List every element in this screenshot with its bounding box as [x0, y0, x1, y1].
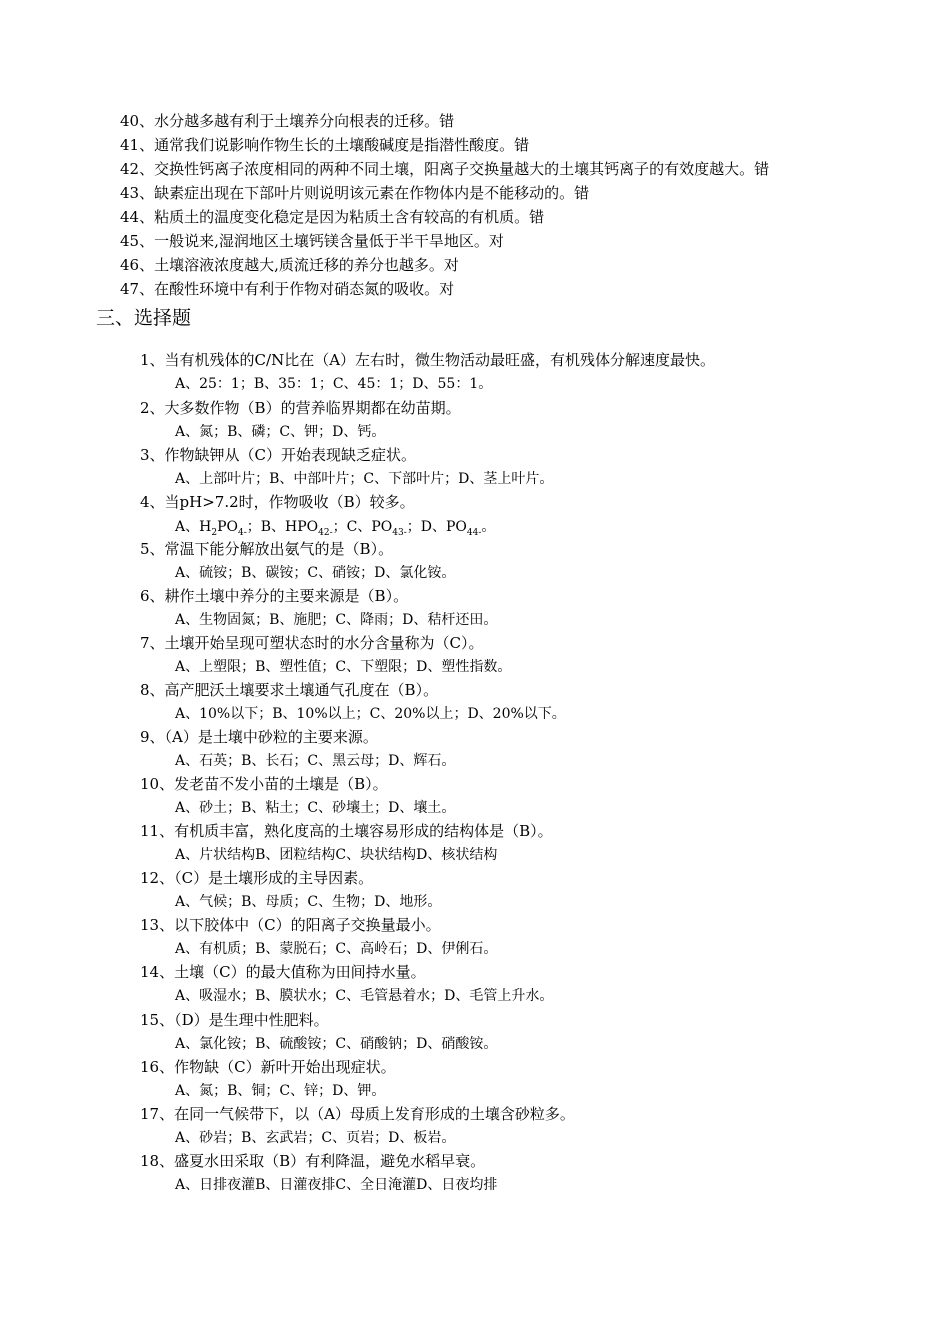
question-options: A、吸湿水；B、膜状水；C、毛管悬着水；D、毛管上升水。	[175, 988, 554, 1004]
true-false-item: 41、通常我们说影响作物生长的土壤酸碱度是指潜性酸度。错	[120, 136, 530, 154]
question-stem: 7、土壤开始呈现可塑状态时的水分含量称为（C）。	[140, 634, 484, 652]
question-options: A、上部叶片；B、中部叶片；C、下部叶片；D、茎上叶片。	[175, 471, 554, 487]
question-stem: 13、以下胶体中（C）的阳离子交换量最小。	[140, 916, 441, 934]
question-stem: 17、在同一气候带下，以（A）母质上发育形成的土壤含砂粒多。	[140, 1105, 575, 1123]
section-title: 三、选择题	[96, 307, 192, 329]
q4-sub: 43-	[392, 527, 407, 538]
question-stem: 16、作物缺（C）新叶开始出现症状。	[140, 1058, 396, 1076]
q4-sub: 4-	[237, 527, 247, 538]
true-false-item: 45、一般说来,湿润地区土壤钙镁含量低于半干旱地区。对	[120, 232, 504, 250]
true-false-item: 40、水分越多越有利于土壤养分向根表的迁移。错	[120, 112, 455, 130]
question-options: A、砂岩；B、玄武岩；C、页岩；D、板岩。	[175, 1130, 456, 1146]
question-options: A、氯化铵；B、硫酸铵；C、硝酸钠；D、硝酸铵。	[175, 1036, 498, 1052]
question-4-options	[175, 517, 495, 543]
question-stem: 10、发老苗不发小苗的土壤是（B）。	[140, 775, 388, 793]
q4-sub: 2	[211, 527, 218, 538]
question-stem: 14、土壤（C）的最大值称为田间持水量。	[140, 963, 426, 981]
question-options: A、片状结构B、团粒结构C、块状结构D、核状结构	[175, 847, 498, 863]
question-options: A、10%以下；B、10%以上；C、20%以上；D、20%以下。	[175, 706, 566, 722]
question-stem: 12、（C）是土壤形成的主导因素。	[140, 869, 374, 887]
q4-sub: 42-	[318, 527, 333, 538]
question-stem: 3、作物缺钾从（C）开始表现缺乏症状。	[140, 446, 417, 464]
question-options: A、砂土；B、粘土；C、砂壤土；D、壤土。	[175, 800, 456, 816]
question-stem: 1、当有机残体的C/N比在（A）左右时，微生物活动最旺盛，有机残体分解速度最快。	[140, 351, 716, 369]
true-false-item: 47、在酸性环境中有利于作物对硝态氮的吸收。对	[120, 280, 455, 298]
question-options: A、氮；B、磷；C、钾；D、钙。	[175, 424, 386, 440]
question-options: A、硫铵；B、碳铵；C、硝铵；D、氯化铵。	[175, 565, 456, 581]
q4-text: PO	[217, 519, 238, 535]
q4-text: A、H	[175, 519, 212, 535]
question-stem: 5、常温下能分解放出氨气的是（B）。	[140, 540, 394, 558]
true-false-item: 44、粘质土的温度变化稳定是因为粘质土含有较高的有机质。错	[120, 208, 545, 226]
question-options: A、上塑限；B、塑性值；C、下塑限；D、塑性指数。	[175, 659, 512, 675]
question-options: A、生物固氮；B、施肥；C、降雨；D、秸杆还田。	[175, 612, 498, 628]
q4-text: ；D、PO	[406, 519, 467, 535]
question-options: A、石英；B、长石；C、黑云母；D、辉石。	[175, 753, 456, 769]
question-options: A、25：1；B、35：1；C、45：1；D、55：1。	[175, 376, 493, 392]
question-stem: 4、当pH>7.2时，作物吸收（B）较多。	[140, 493, 415, 511]
question-stem: 18、盛夏水田采取（B）有利降温，避免水稻早衰。	[140, 1152, 486, 1170]
question-options: A、日排夜灌B、日灌夜排C、全日淹灌D、日夜均排	[175, 1177, 498, 1193]
question-stem: 9、（A）是土壤中砂粒的主要来源。	[140, 728, 378, 746]
question-stem: 15、（D）是生理中性肥料。	[140, 1011, 329, 1029]
true-false-item: 42、交换性钙离子浓度相同的两种不同土壤，阳离子交换量越大的土壤其钙离子的有效度越大。错	[120, 160, 770, 178]
question-options: A、气候；B、母质；C、生物；D、地形。	[175, 894, 442, 910]
question-stem: 8、高产肥沃土壤要求土壤通气孔度在（B）。	[140, 681, 439, 699]
true-false-item: 43、缺素症出现在下部叶片则说明该元素在作物体内是不能移动的。错	[120, 184, 590, 202]
question-stem: 11、有机质丰富，熟化度高的土壤容易形成的结构体是（B）。	[140, 822, 553, 840]
q4-text: ；C、PO	[332, 519, 393, 535]
question-options: A、氮；B、铜；C、锌；D、钾。	[175, 1083, 386, 1099]
question-stem: 2、大多数作物（B）的营养临界期都在幼苗期。	[140, 399, 461, 417]
q4-text: ；B、HPO	[246, 519, 319, 535]
q4-sub: 44-	[466, 527, 482, 538]
true-false-item: 46、土壤溶液浓度越大,质流迁移的养分也越多。对	[120, 256, 459, 274]
question-stem: 6、耕作土壤中养分的主要来源是（B）。	[140, 587, 409, 605]
question-options: A、有机质；B、蒙脱石；C、高岭石；D、伊俐石。	[175, 941, 498, 957]
q4-text: 。	[481, 519, 496, 535]
